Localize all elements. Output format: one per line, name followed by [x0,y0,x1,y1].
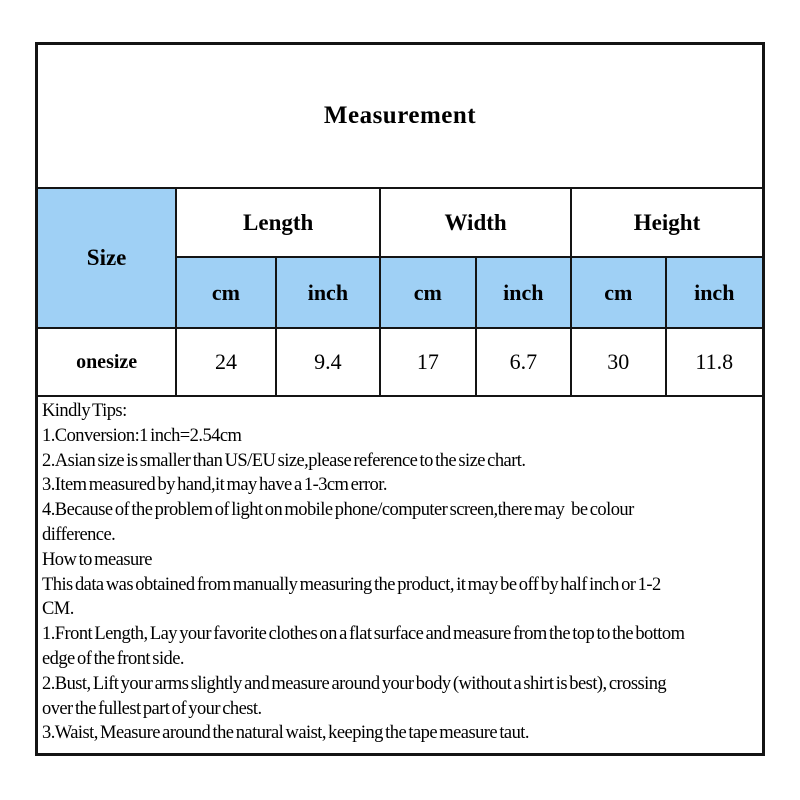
height-group-header: Height [571,188,763,257]
tips-line: 3.Waist, Measure around the natural waist, keeping the tape measure taut. [42,723,529,744]
tips-line: 2.Bust, Lift your arms slightly and measure around your body (without a shirt is best), crossing [42,673,667,694]
tips-line: 1.Conversion:1 inch=2.54cm [42,425,242,446]
tips-line: edge of the front side. [42,648,184,669]
tips-line: 1.Front Length, Lay your favorite clothes on a flat surface and measure from the top to the bottom [42,624,685,645]
size-row-label: onesize [37,328,176,396]
tips-line: difference. [42,524,116,545]
tips-line: How to measure [42,549,152,570]
width-group-header: Width [380,188,571,257]
width-cm-value: 17 [380,328,475,396]
tips-line: over the fullest part of your chest. [42,698,262,719]
tips-line: 4.Because of the problem of light on mobile phone/computer screen,there may be colour [42,500,634,521]
tips-line: This data was obtained from manually measuring the product, it may be off by half inch or 1-2 [42,574,661,595]
size-chart-table [35,42,765,756]
tips-line: CM. [42,599,74,620]
size-chart-sheet [35,42,765,756]
height-inch-value: 11.8 [666,328,763,396]
tips-line: Kindly Tips: [42,401,127,421]
measurement-title: Measurement [37,44,763,188]
size-column-header: Size [37,188,176,328]
length-inch-header: inch [276,257,380,328]
length-cm-value: 24 [176,328,275,396]
height-inch-header: inch [666,257,763,328]
length-group-header: Length [176,188,380,257]
width-inch-header: inch [476,257,571,328]
tips-section [37,396,763,754]
length-inch-value: 9.4 [276,328,380,396]
tips-line: 3.Item measured by hand,it may have a 1-3cm error. [42,475,387,496]
width-inch-value: 6.7 [476,328,571,396]
length-cm-header: cm [176,257,275,328]
tips-line: 2.Asian size is smaller than US/EU size,please reference to the size chart. [42,450,526,471]
height-cm-header: cm [571,257,665,328]
width-cm-header: cm [380,257,475,328]
height-cm-value: 30 [571,328,665,396]
